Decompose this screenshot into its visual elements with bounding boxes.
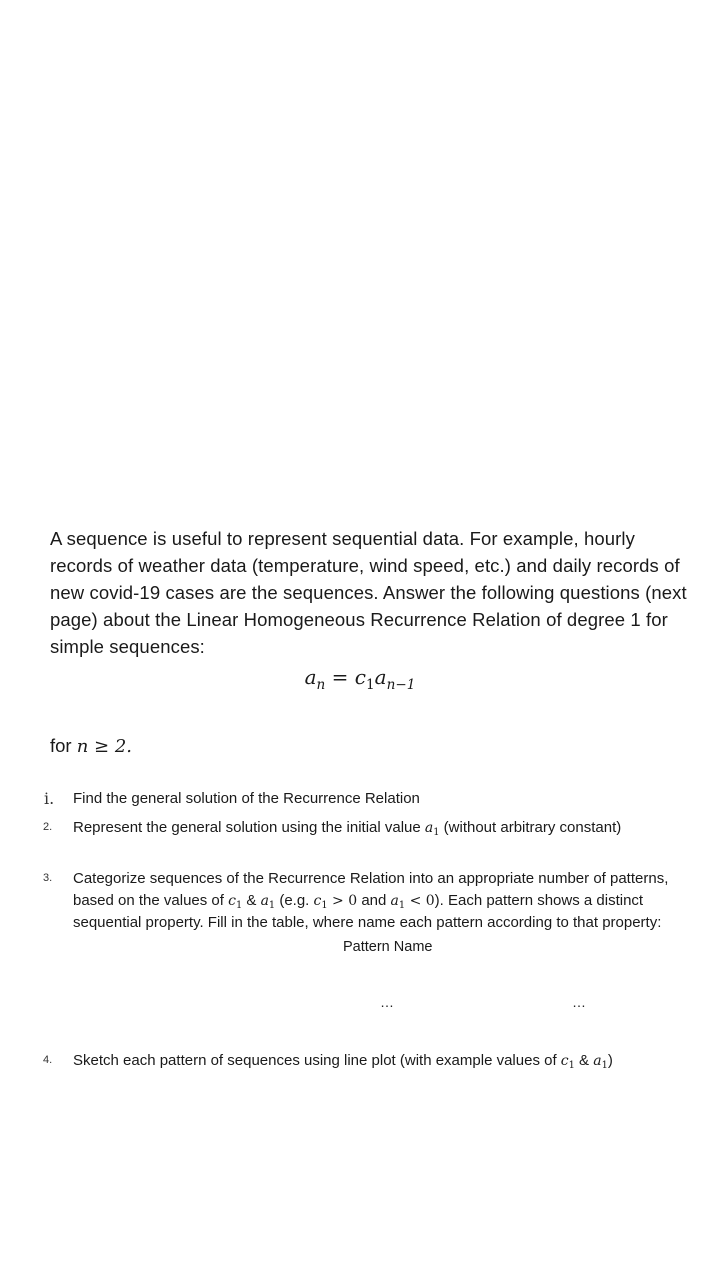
table-ellipsis-1: … [380, 994, 396, 1010]
question-3-cond1: > 0 [332, 892, 358, 909]
question-2-math-sub: 1 [433, 826, 440, 838]
question-3-a1: a [260, 892, 269, 909]
question-2-text-before: Represent the general solution using the initial value [73, 819, 421, 836]
question-2-number: 2. [43, 821, 53, 833]
question-3-eg-c1-sub: 1 [321, 899, 328, 911]
condition-prefix: for [50, 735, 72, 756]
condition-math: n ≥ 2. [76, 736, 133, 757]
recurrence-equation [0, 663, 720, 691]
question-3-c1-sub: 1 [235, 899, 243, 911]
question-3-eg-a1: a [390, 892, 399, 909]
eq-coef-var: c [354, 665, 366, 689]
eq-rhs-var: a [374, 665, 387, 689]
question-4-text-after: ) [607, 1052, 613, 1069]
question-4-number: 4. [43, 1054, 53, 1066]
question-3-text-a: Categorize sequences of the Recurrence Relation into an appropriate number of patterns, based on the values of [73, 870, 669, 909]
question-3-cond2: < 0 [409, 892, 435, 909]
question-2-text-after: (without arbitrary constant) [443, 819, 622, 836]
question-1-number: i. [44, 789, 55, 808]
question-4-a1-sub: 1 [601, 1059, 608, 1071]
eq-equals: = [331, 665, 349, 689]
eq-lhs-sub: n [316, 676, 326, 693]
question-4-c1: c [560, 1053, 569, 1069]
question-4-c1-sub: 1 [568, 1059, 575, 1071]
question-3-eg-open: (e.g. [279, 891, 310, 909]
question-3-a1-sub: 1 [268, 899, 276, 911]
question-3-number: 3. [43, 872, 53, 884]
question-4-a1: a [593, 1053, 602, 1069]
question-3-c1: c [228, 892, 236, 909]
table-ellipsis-2: … [572, 994, 588, 1010]
eq-coef-sub: 1 [366, 676, 375, 693]
question-3 [73, 868, 683, 934]
question-4-amp: & [579, 1052, 590, 1069]
question-4-text-before: Sketch each pattern of sequences using line plot (with example values of [73, 1052, 557, 1069]
question-3-eg-c1: c [313, 892, 322, 909]
question-4 [73, 1050, 713, 1073]
question-2-math-var: a [424, 820, 434, 836]
table-header-pattern-name: Pattern Name [343, 939, 433, 955]
condition-line [50, 733, 132, 760]
eq-rhs-sub: n−1 [386, 676, 416, 693]
question-3-text-b: ). Each pattern shows a distinct sequential property. Fill in the table, where name each pattern according to that property: [73, 891, 662, 931]
question-2 [73, 817, 683, 840]
intro-paragraph: A sequence is useful to represent sequential data. For example, hourly records of weather data (temperature, wind speed, etc.) and daily records of new covid-19 cases are the sequences. Answer the following questions (next page) about the Linear Homogeneous Recurrence Relation of degree 1 for simple sequences: [50, 528, 687, 657]
question-3-amp: & [246, 891, 257, 909]
eq-lhs-var: a [304, 665, 317, 689]
question-1-text: Find the general solution of the Recurrence Relation [73, 790, 420, 807]
question-3-and: and [361, 891, 387, 909]
question-3-eg-a1-sub: 1 [398, 899, 406, 911]
